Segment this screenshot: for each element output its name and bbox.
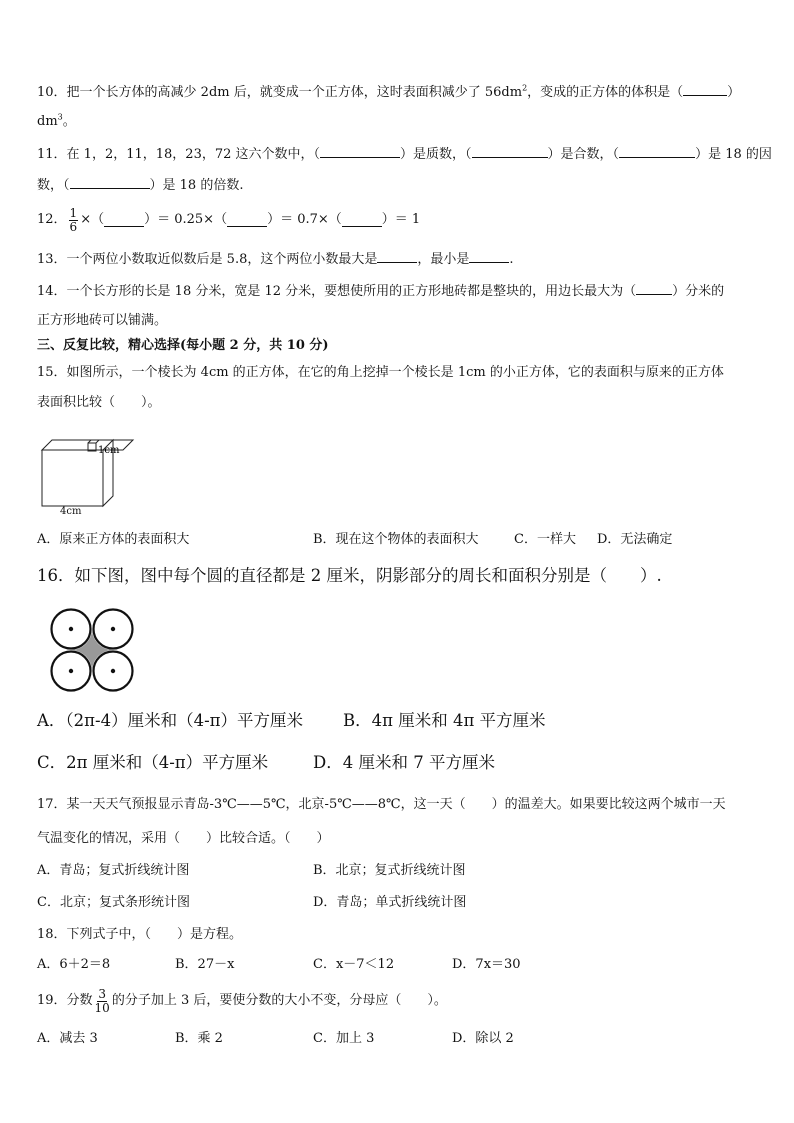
- label-1cm: 1cm: [98, 445, 120, 456]
- q16-option-b[interactable]: B．4π 厘米和 4π 平方厘米: [343, 711, 546, 730]
- cube-figure: [38, 434, 138, 516]
- q15-option-d[interactable]: D．无法确定: [597, 532, 673, 547]
- q11-blank-factor[interactable]: [619, 145, 695, 158]
- q11-text-c: ）是合数，（: [547, 147, 620, 162]
- q14-line2: [37, 312, 167, 330]
- q16-option-d[interactable]: D．4 厘米和 7 平方厘米: [313, 753, 495, 772]
- q12-number: 12．: [37, 212, 67, 227]
- q18-option-d[interactable]: D．7x＝30: [452, 957, 521, 972]
- q10-unit: dm: [37, 114, 58, 129]
- q12-blank-1[interactable]: [104, 214, 144, 227]
- q19-line: [37, 984, 447, 1018]
- q17-option-d[interactable]: D．青岛；单式折线统计图: [313, 895, 467, 910]
- q13-text-b: ，最小是: [417, 252, 470, 267]
- q19-text-b: 的分子加上 3 后，要使分数的大小不变，分母应（ ）。: [111, 993, 447, 1008]
- q14-text-a: 14．一个长方形的长是 18 分米，宽是 12 分米，要想使所用的正方形地砖都是整块的，用边长最大为（: [37, 284, 637, 299]
- q12-line: [37, 203, 420, 237]
- q11-line2: [37, 176, 243, 195]
- q12-blank-2[interactable]: [227, 214, 267, 227]
- q14-line1: [37, 282, 724, 301]
- q12-blank-3[interactable]: [342, 214, 382, 227]
- center-dot: [69, 669, 73, 673]
- q12-frac-den: 6: [69, 219, 78, 234]
- q14-text-c: 正方形地砖可以铺满。: [37, 313, 168, 328]
- q10-text-b: ，变成的正方体的体积是（: [527, 85, 684, 100]
- q16-option-a[interactable]: A．（2π-4）厘米和（4-π）平方厘米: [37, 711, 303, 730]
- q10-line1: [37, 83, 740, 102]
- q12-frac-num: 1: [69, 205, 78, 220]
- q19-text-a: 19．分数: [37, 993, 93, 1008]
- q17-option-b[interactable]: B．北京；复式折线统计图: [313, 863, 466, 878]
- circles-figure: [50, 608, 136, 692]
- q11-blank-prime[interactable]: [320, 145, 400, 158]
- q11-blank-composite[interactable]: [472, 145, 548, 158]
- q13-text-c: .: [509, 252, 514, 267]
- q14-text-b: ）分米的: [672, 284, 725, 299]
- q10-answer-blank[interactable]: [683, 83, 727, 96]
- q13-line: [37, 250, 514, 269]
- q10-end: 。: [62, 114, 76, 129]
- q19-frac-num: 3: [98, 986, 106, 1001]
- center-dot: [111, 669, 115, 673]
- q17-option-a[interactable]: A．青岛；复式折线统计图: [37, 863, 190, 878]
- q19-option-d[interactable]: D．除以 2: [452, 1031, 514, 1046]
- q17-line2: 气温变化的情况，采用（ ）比较合适。（ ）: [37, 831, 330, 846]
- q19-option-c[interactable]: C．加上 3: [313, 1031, 375, 1046]
- q11-text-a: 11．在 1，2，11，18，23，72 这六个数中，（: [37, 147, 321, 162]
- q12-text-d: ）＝ 1: [381, 212, 421, 227]
- shaded-region: [71, 629, 113, 671]
- q13-text-a: 13．一个两位小数取近似数后是 5.8，这个两位小数最大是: [37, 252, 378, 267]
- q10-unit-sup: 3: [57, 112, 63, 122]
- q19-fraction: [95, 988, 110, 1015]
- q11-text-f: ）是 18 的倍数.: [149, 178, 244, 193]
- q10-text: 10．把一个长方体的高减少 2dm 后，就变成一个正方体，这时表面积减少了 56dm: [37, 85, 523, 100]
- q17-line1: 17．某一天天气预报显示青岛-3℃——5℃，北京-5℃——8℃，这一天（ ）的温差大。如果要比较这两个城市一天: [37, 797, 726, 812]
- q11-blank-multiple[interactable]: [70, 176, 150, 189]
- q10-sup: 2: [522, 83, 528, 93]
- q10-line2: [37, 113, 76, 131]
- q18-option-b[interactable]: B．27－x: [175, 957, 235, 972]
- q15-option-c[interactable]: C．一样大: [514, 532, 576, 547]
- q10-text-c: ）: [727, 85, 741, 100]
- q13-blank-min[interactable]: [469, 250, 509, 263]
- q12-text-a: ×（: [80, 212, 105, 227]
- q15-option-b[interactable]: B．现在这个物体的表面积大: [313, 532, 479, 547]
- q11-line1: [37, 145, 772, 164]
- cube-front-face: [42, 450, 103, 506]
- q17-option-c[interactable]: C．北京；复式条形统计图: [37, 895, 190, 910]
- q16-stem: 16．如下图，图中每个圆的直径都是 2 厘米，阴影部分的周长和面积分别是（ ）.: [37, 566, 662, 585]
- q19-option-b[interactable]: B．乘 2: [175, 1031, 223, 1046]
- q11-text-b: ）是质数，（: [400, 147, 472, 162]
- center-dot: [111, 627, 115, 631]
- q18-option-c[interactable]: C．x－7＜12: [313, 957, 395, 972]
- q13-blank-max[interactable]: [377, 250, 417, 263]
- label-4cm: 4cm: [60, 506, 82, 517]
- q19-option-a[interactable]: A．减去 3: [37, 1031, 98, 1046]
- q16-option-c[interactable]: C．2π 厘米和（4-π）平方厘米: [37, 753, 269, 772]
- q12-text-c: ）＝ 0.7×（: [267, 212, 342, 227]
- q15-line2: 表面积比较（ ）。: [37, 395, 161, 410]
- q12-text-b: ）＝ 0.25×（: [144, 212, 228, 227]
- q18-option-a[interactable]: A．6＋2＝8: [37, 957, 111, 972]
- q15-option-a[interactable]: A．原来正方体的表面积大: [37, 532, 190, 547]
- center-dot: [69, 627, 73, 631]
- q15-line1: 15．如图所示，一个棱长为 4cm 的正方体，在它的角上挖掉一个棱长是 1cm 的小正方体，它的表面积与原来的正方体: [37, 365, 724, 380]
- q14-blank[interactable]: [636, 282, 672, 295]
- q19-frac-den: 10: [94, 1000, 110, 1015]
- q12-fraction: [69, 207, 79, 234]
- q18-stem: 18．下列式子中，（ ）是方程。: [37, 927, 243, 942]
- section3-title: 三、反复比较，精心选择(每小题 2 分，共 10 分): [37, 338, 329, 353]
- q11-text-d: ）是 18 的因: [695, 147, 772, 162]
- q11-text-e: 数，（: [37, 178, 70, 193]
